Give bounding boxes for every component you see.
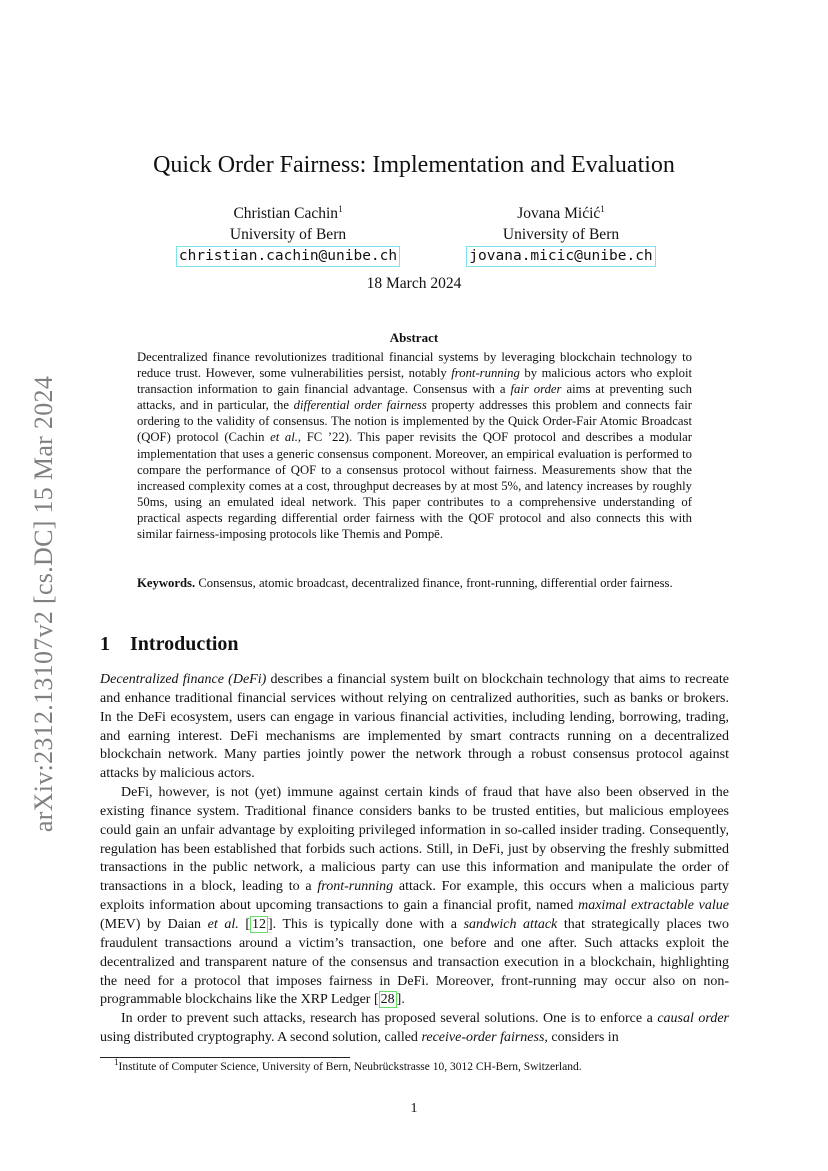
keywords xyxy=(137,575,692,591)
author-name: Jovana Mićić xyxy=(517,205,601,222)
paragraph xyxy=(100,1010,729,1048)
abstract-emphasis: et al. xyxy=(270,430,298,445)
text-segment: . xyxy=(401,992,405,1008)
emphasis: et al. xyxy=(207,916,239,932)
abstract-emphasis: differential order fairness xyxy=(293,398,427,413)
text-segment: attack. For example, this occurs when a malicious party exploits information about upcoming transactions to gain a financial profit, named xyxy=(100,879,730,914)
author-email-link[interactable]: jovana.micic@unibe.ch xyxy=(466,246,655,267)
author-affiliation: University of Bern xyxy=(502,226,620,243)
text-segment: describes a financial system built on blockchain technology that aims to recreate and enhance traditional financial services without relying on centralized authorities, such as banks or brokers. In the DeFi ecosystem, users can engage in various financial activities, including lending, borrowing, trading, and earning interest. DeFi mechanisms are implemented by smart contracts running on a decentralized blockchain network. Many parties jointly power the network through a robust consensus protocol against attacks by malicious actors. xyxy=(100,672,730,782)
abstract-heading: Abstract xyxy=(389,330,439,345)
arxiv-identifier: arXiv:2312.13107v2 [cs.DC] 15 Mar 2024 xyxy=(29,375,58,833)
citation-link[interactable]: 28 xyxy=(380,992,395,1008)
abstract-segment: aims at preventing such attacks, and in particular, the xyxy=(137,382,692,413)
section-number: 1 xyxy=(100,633,110,655)
text-segment: In order to prevent such attacks, research has proposed several solutions. One is to enforce a xyxy=(121,1011,658,1027)
text-segment: using distributed cryptography. A second solution, called xyxy=(100,1030,422,1046)
footnote-rule xyxy=(100,1057,350,1058)
abstract-emphasis: fair order xyxy=(510,382,562,397)
citation-link[interactable]: 12 xyxy=(252,916,266,932)
author-block xyxy=(455,203,667,267)
emphasis: causal order xyxy=(657,1011,729,1027)
emphasis: front-running xyxy=(317,879,394,895)
abstract-text xyxy=(137,349,692,542)
paper-date: 18 March 2024 xyxy=(366,275,462,292)
footnote xyxy=(114,1057,582,1073)
keywords-label: Keywords. xyxy=(137,576,196,590)
emphasis: receive-order fairness xyxy=(421,1030,545,1046)
abstract-emphasis: front-running xyxy=(451,366,520,381)
abstract-segment: property addresses this problem and connects fair ordering to the validity of consensus. The notion is implemented by the Quick Order-Fair Atomic Broadcast (QOF) protocol (Cachin xyxy=(137,398,692,445)
abstract-segment: Decentralized finance revolutionizes traditional financial systems by leveraging blockchain technology to reduce trust. However, some vulnerabilities persist, notably xyxy=(137,350,692,381)
emphasis: Decentralized finance (DeFi) xyxy=(100,672,267,687)
footnote-text: Institute of Computer Science, University of Bern, Neubrückstrasse 10, 3012 CH-Bern, Switzerland. xyxy=(118,1061,582,1073)
text-segment: , considers in xyxy=(544,1030,619,1046)
paragraph xyxy=(100,671,729,784)
emphasis: maximal extractable value xyxy=(578,898,729,914)
author-email-link[interactable]: christian.cachin@unibe.ch xyxy=(176,246,400,267)
author-block xyxy=(162,203,414,267)
affiliation-mark: 1 xyxy=(338,203,343,214)
section-heading xyxy=(100,633,239,656)
keywords-text: Consensus, atomic broadcast, decentralized finance, front-running, differential order fairness. xyxy=(195,576,673,590)
abstract-segment: by malicious actors who exploit transaction information to gain financial advantage. Consensus with a xyxy=(137,366,692,397)
paper-title: Quick Order Fairness: Implementation and Evaluation xyxy=(153,152,675,178)
section-title: Introduction xyxy=(130,633,239,655)
section-body xyxy=(100,671,729,1048)
author-affiliation: University of Bern xyxy=(229,226,347,243)
emphasis: sandwich attack xyxy=(463,916,558,932)
footnote-mark: 1 xyxy=(114,1057,119,1068)
author-name: Christian Cachin xyxy=(233,205,339,222)
affiliation-mark: 1 xyxy=(600,203,605,214)
page-number: 1 xyxy=(410,1101,418,1116)
text-segment: (MEV) by Daian xyxy=(100,916,208,932)
text-segment: . This is typically done with a xyxy=(272,916,464,932)
text-segment: that strategically places two fraudulent transactions around a victim’s transaction, one before and one after. Such attacks exploit the decentralized and transparent nature of the consensus and transaction execution in a blockchain, highlighting the need for a protocol that imposes fairness in DeFi. Moreover, front-running may occur also on non-programmable blockchains like the XRP Ledger xyxy=(100,916,730,1008)
abstract-segment: , FC ’22). This paper revisits the QOF protocol and describes a modular implementation that uses a generic consensus component. Moreover, an empirical evaluation is performed to compare the performance of QOF to a consensus protocol without fairness. Measurements show that the increased complexity comes at a cost, throughput decreases by at most 5%, and latency increases by roughly 50ms, using an emulated ideal network. This paper contributes to a comprehensive understanding of practical aspects regarding differential order fairness with the QOF protocol and also connects this with similar fairness-imposing protocols like Themis and Pompē. xyxy=(137,430,692,542)
text-segment: DeFi, however, is not (yet) immune against certain kinds of fraud that have also been observed in the existing finance system. Traditional finance considers banks to be trusted entities, but malicious employees could gain an unfair advantage by exploiting privileged information in so-called insider trading. Consequently, regulation has been established that forbids such actions. Still, in DeFi, just by observing the freshly submitted transactions in the public network, a malicious party can use this information and manipulate the order of transactions in a block, leading to a xyxy=(100,785,729,895)
paragraph: DeFi, however, is not (yet) immune against certain kinds of fraud that have also been observed in the existing finance system. Traditional finance considers banks to be trusted entities, but malicious employees could gain an unfair advantage by exploiting privileged information in so-called insider trading. Consequently, regulation has been established that forbids such actions. Still, in DeFi, just by observing the freshly submitted transactions in the public network, a malicious party can use this information and manipulate the order of transactions in a block, leading to a front-running attack. For example, this occurs when a malicious party exploits information about upcoming transactions to gain a financial profit, named maximal extractable value (MEV) by Daian et al. [ 12 ]. This is typically done with a sandwich attack that strategically places two fraudulent transactions around a victim’s transaction, one before and one after. Such attacks exploit the decentralized and transparent nature of the consensus and transaction execution in a blockchain, highlighting the need for a protocol that imposes fairness in DeFi. Moreover, front-running may occur also on non-programmable blockchains like the XRP Ledger [ 28 ]. xyxy=(100,785,730,1008)
